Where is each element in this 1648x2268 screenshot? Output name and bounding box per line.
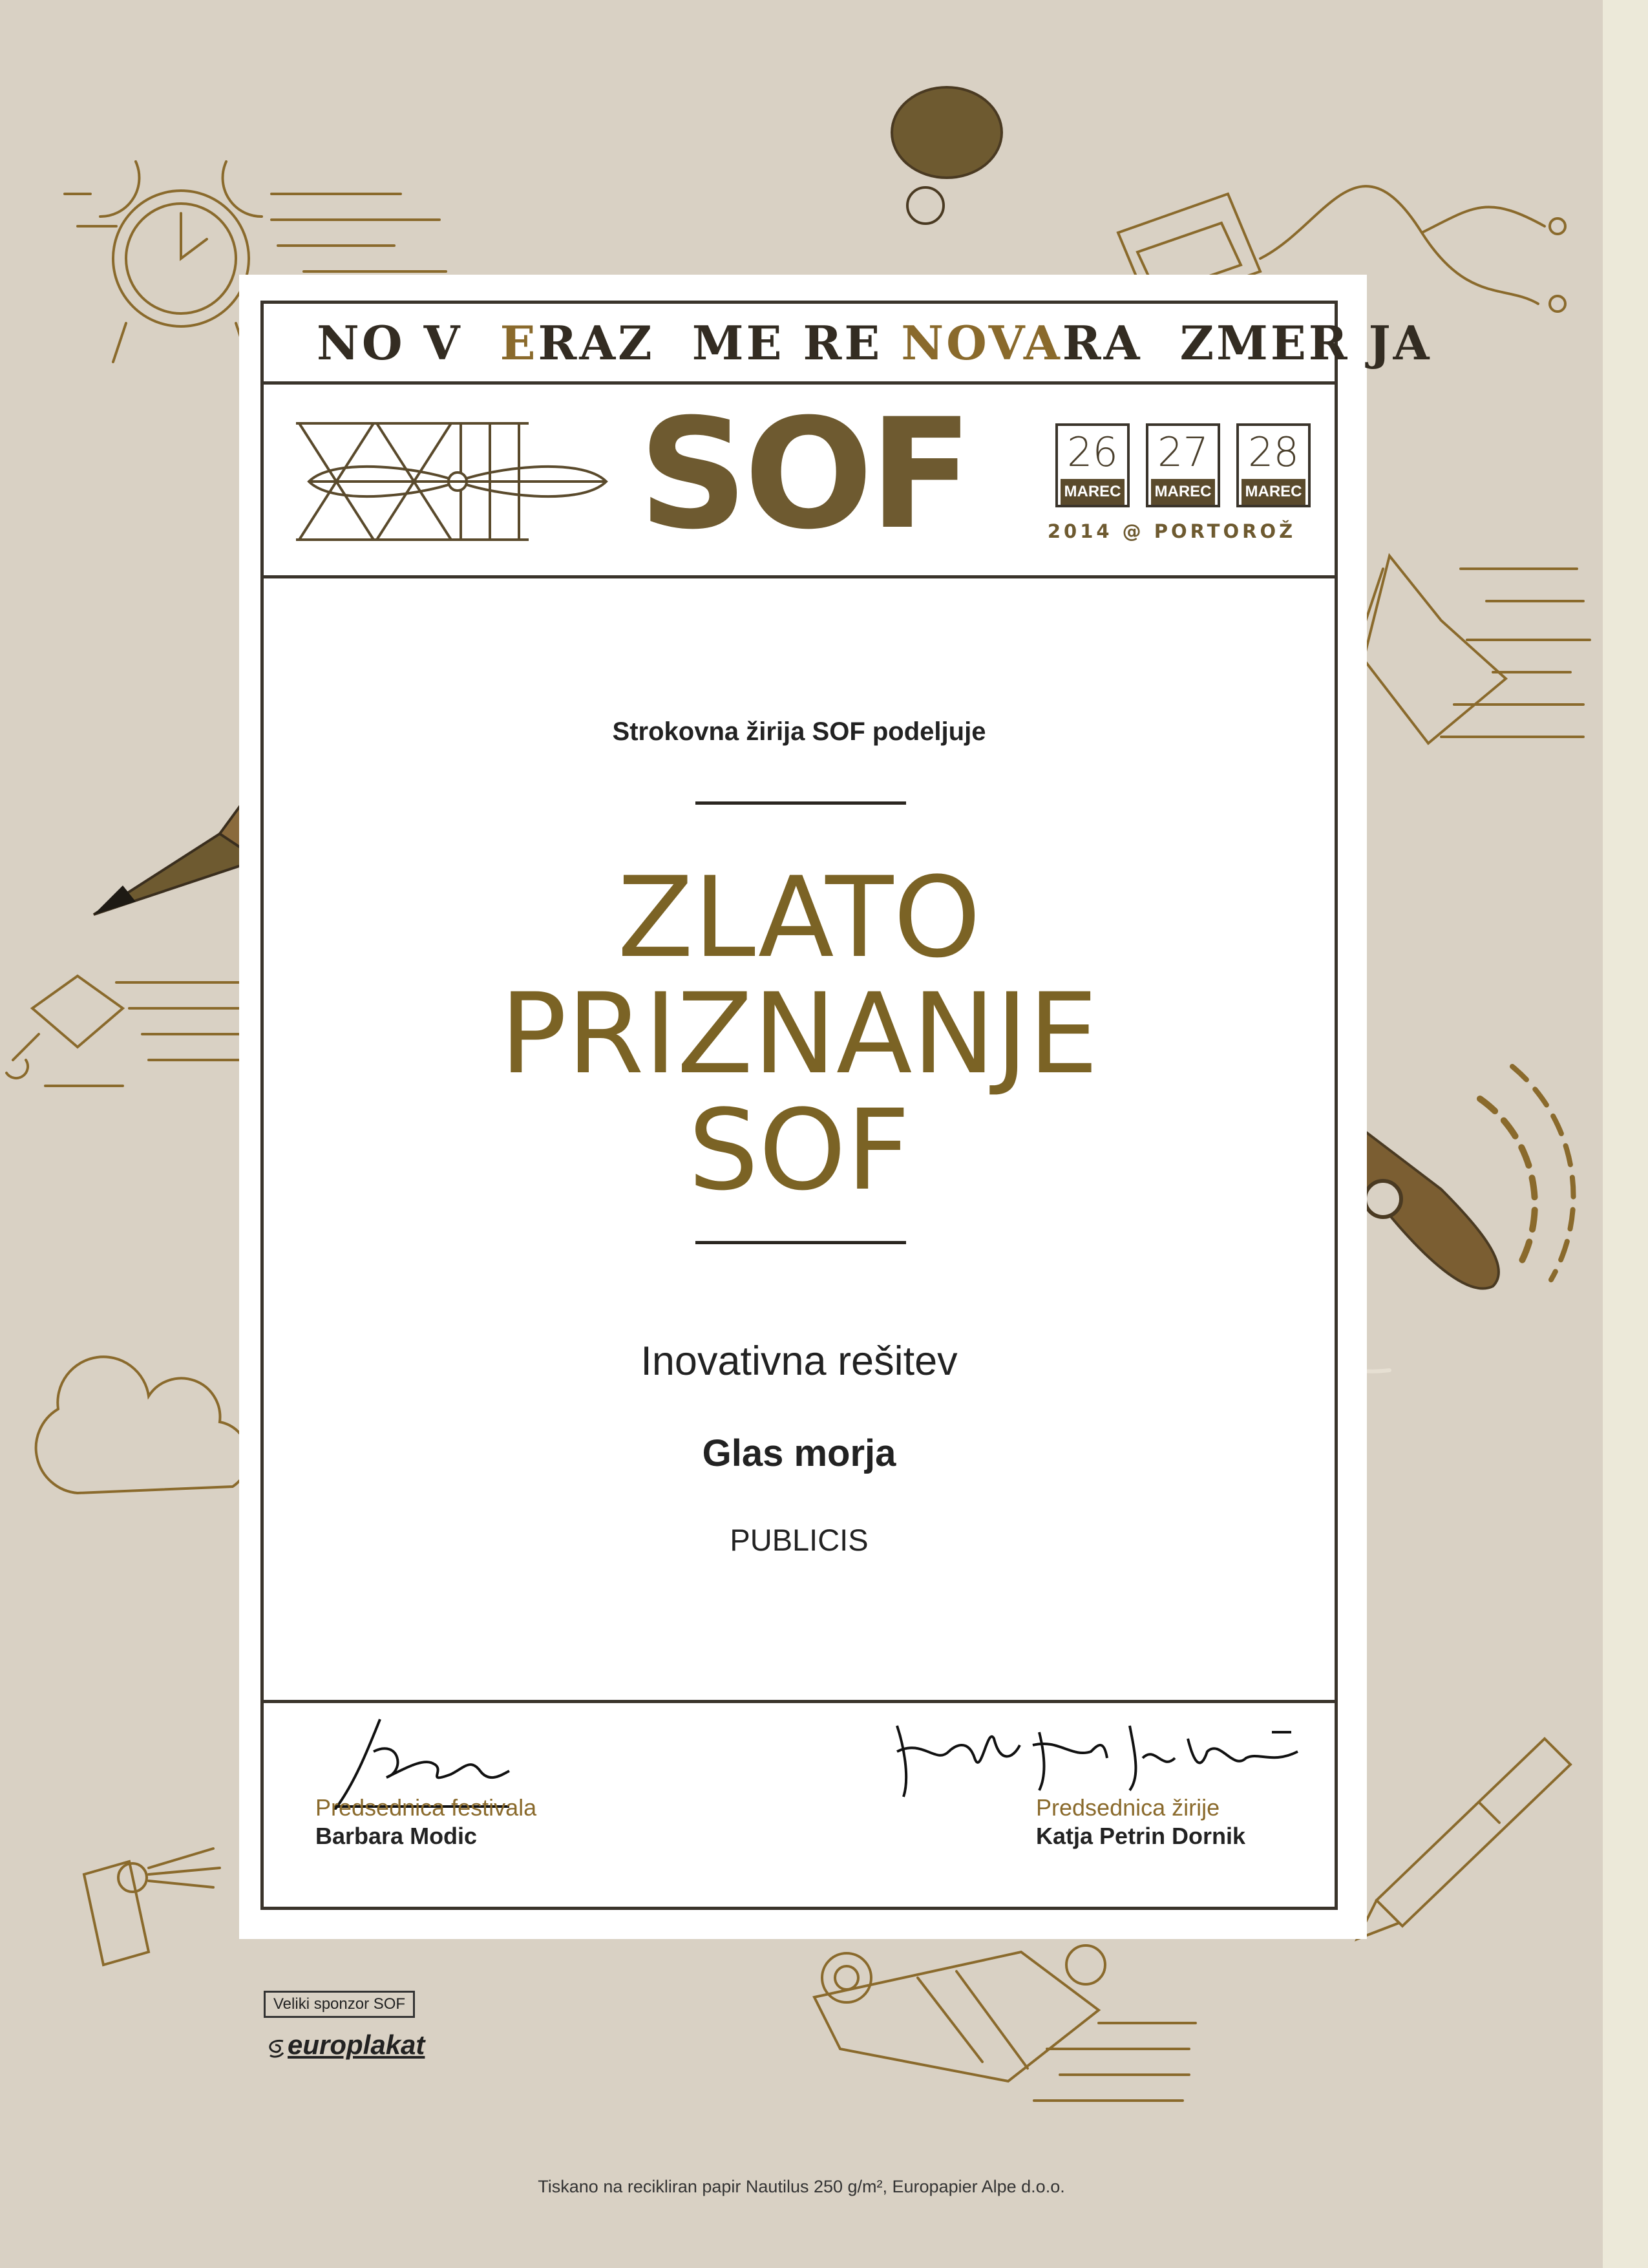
date-box bbox=[1055, 423, 1130, 507]
signature-left-role: Predsednica festivala bbox=[315, 1794, 537, 1821]
tagline-part: A bbox=[1023, 315, 1062, 370]
award-line: SOF bbox=[688, 1085, 911, 1215]
date-day: 26 bbox=[1067, 429, 1118, 476]
award-line: ZLATO bbox=[617, 853, 981, 982]
cloud-icon bbox=[36, 1357, 249, 1493]
tagline-part: OV bbox=[946, 315, 1024, 370]
event-year-location: 2014 @ PORTOROŽ bbox=[1047, 520, 1296, 542]
sponsor-label: Veliki sponzor SOF bbox=[264, 1991, 415, 2018]
signature-right-name: Katja Petrin Dornik bbox=[1036, 1823, 1246, 1849]
certificate-card bbox=[239, 275, 1432, 1939]
award-category: Inovativna rešitev bbox=[640, 1339, 958, 1384]
spray-can-icon bbox=[84, 1849, 220, 1965]
signature-left-name: Barbara Modic bbox=[315, 1823, 478, 1849]
date-box bbox=[1146, 423, 1220, 507]
car-icon bbox=[814, 1945, 1196, 2101]
signature-right-caption bbox=[1036, 1794, 1245, 1850]
logo-band bbox=[264, 385, 1335, 578]
certificate-frame bbox=[260, 301, 1432, 1910]
sof-logo: SOF bbox=[639, 387, 969, 563]
pen-icon bbox=[1357, 1739, 1570, 1939]
tagline-part: N bbox=[901, 315, 947, 370]
date-day: 28 bbox=[1248, 429, 1299, 476]
tagline-part: JA bbox=[1368, 315, 1432, 370]
work-title: Glas morja bbox=[702, 1432, 896, 1474]
agency-name: PUBLICIS bbox=[730, 1523, 869, 1557]
date-day: 27 bbox=[1157, 429, 1209, 476]
signature-left-caption bbox=[315, 1794, 536, 1850]
divider-bottom bbox=[695, 1241, 906, 1244]
print-note: Tiskano na recikliran papir Nautilus 250 g/m², Europapier Alpe d.o.o. bbox=[538, 2177, 1065, 2196]
signature-right bbox=[884, 1700, 1311, 1803]
award-title bbox=[264, 853, 1335, 1215]
signature-right-role: Predsednica žirije bbox=[1036, 1794, 1220, 1821]
jury-statement: Strokovna žirija SOF podeljuje bbox=[612, 717, 986, 746]
tagline-part: NO bbox=[317, 315, 405, 370]
tagline-band bbox=[264, 304, 1432, 385]
europlakat-logo-icon bbox=[264, 2036, 287, 2059]
kettlebell-icon bbox=[892, 87, 1002, 224]
laptop-icon bbox=[1357, 556, 1590, 743]
tagline-part: Z bbox=[1161, 315, 1217, 370]
tagline-part: RA bbox=[1062, 315, 1161, 370]
tagline-part: ME RE bbox=[673, 315, 902, 370]
bottle-icon bbox=[6, 976, 265, 1086]
sponsor-brand: europlakat bbox=[288, 2030, 425, 2060]
divider-top bbox=[695, 801, 906, 805]
tagline-part: E bbox=[481, 315, 538, 370]
date-box bbox=[1236, 423, 1311, 507]
date-month: MAREC bbox=[1151, 479, 1215, 505]
tagline-part: RAZ bbox=[538, 315, 673, 370]
award-line: PRIZNANJE bbox=[500, 969, 1099, 1099]
date-month: MAREC bbox=[1241, 479, 1305, 505]
tagline-part: V bbox=[405, 315, 481, 370]
tagline-part: MER bbox=[1216, 315, 1369, 370]
roman-numeral-logo bbox=[296, 417, 632, 546]
date-month: MAREC bbox=[1061, 479, 1125, 505]
